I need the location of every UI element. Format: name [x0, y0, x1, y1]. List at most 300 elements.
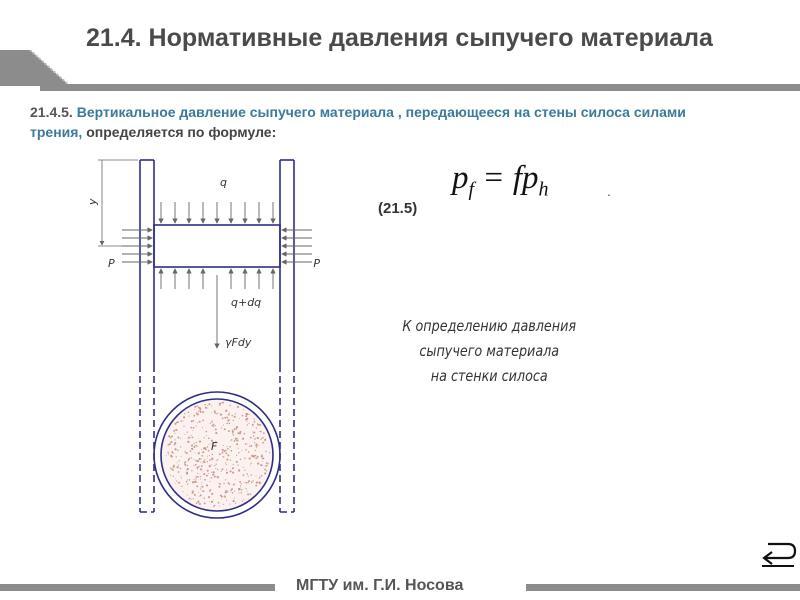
fill-dot: [193, 427, 195, 429]
fill-dot: [189, 479, 191, 481]
formula-rhs-sub: h: [538, 178, 549, 201]
fill-dot: [170, 475, 171, 476]
fill-dot: [237, 464, 238, 465]
fill-dot: [243, 474, 245, 476]
fill-dot: [233, 500, 235, 502]
fill-dot: [179, 460, 180, 461]
fill-dot: [202, 463, 203, 464]
fill-dot: [202, 411, 204, 413]
fill-dot: [259, 424, 261, 426]
fill-dot: [249, 414, 250, 415]
fill-dot: [219, 413, 220, 414]
fill-dot: [175, 483, 176, 484]
fill-dot: [190, 457, 191, 458]
fill-dot: [175, 429, 177, 431]
fill-dot: [236, 455, 237, 456]
fill-dot: [197, 460, 199, 462]
fill-dot: [229, 504, 230, 505]
page-title: 21.4. Нормативные давления сыпучего материала: [86, 24, 713, 52]
fill-dot: [236, 440, 237, 441]
fill-dot: [191, 470, 192, 471]
footer-text: МГТУ им. Г.И. Носова: [296, 577, 464, 594]
fill-dot: [229, 483, 231, 485]
fill-dot: [175, 479, 176, 480]
paragraph-plain-text: определяется по формуле:: [86, 124, 277, 140]
fill-dot: [223, 483, 224, 484]
fill-dot: [247, 482, 248, 483]
fill-dot: [194, 494, 196, 496]
fill-dot: [213, 426, 214, 427]
fill-dot: [246, 489, 247, 490]
fill-dot: [215, 468, 216, 469]
fill-dot: [257, 456, 259, 458]
fill-dot: [241, 489, 243, 491]
fill-dot: [196, 467, 198, 469]
fill-dot: [247, 424, 248, 425]
fill-dot: [203, 457, 204, 458]
fill-dot: [181, 456, 182, 457]
fill-dot: [195, 452, 196, 453]
fill-dot: [187, 468, 189, 470]
fill-dot: [211, 472, 212, 473]
fill-dot: [202, 486, 204, 488]
fill-dot: [246, 413, 248, 415]
fill-dot: [171, 456, 173, 458]
fill-dot: [266, 470, 267, 471]
fill-dot: [232, 472, 234, 474]
p-arrows: [122, 230, 312, 262]
fill-dot: [198, 466, 200, 468]
fill-dot: [172, 469, 174, 471]
fill-dot: [211, 493, 213, 495]
fill-dot: [184, 464, 186, 466]
fill-dot: [196, 502, 198, 504]
fill-dot: [248, 480, 250, 482]
fill-dot: [263, 432, 265, 434]
fill-dot: [238, 470, 240, 472]
fill-dot: [201, 465, 203, 467]
fill-dot: [259, 477, 260, 478]
fill-dot: [257, 423, 259, 425]
fill-dot: [266, 462, 268, 464]
fill-dot: [258, 482, 259, 483]
fill-dot: [246, 473, 247, 474]
fill-dot: [207, 461, 208, 462]
fill-dot: [225, 462, 226, 463]
fill-dot: [210, 423, 211, 424]
fill-dot: [196, 405, 198, 407]
fill-dot: [188, 460, 189, 461]
fill-dot: [200, 488, 201, 489]
fill-dot: [247, 494, 249, 496]
fill-dot: [198, 438, 199, 439]
fill-dot: [243, 499, 244, 500]
fill-dot: [198, 411, 199, 412]
fill-dot: [188, 458, 190, 460]
fill-dot: [206, 484, 208, 486]
label-p-right: P: [313, 257, 320, 270]
fill-dot: [254, 418, 255, 419]
fill-dot: [213, 424, 215, 426]
fill-dot: [233, 420, 234, 421]
fill-dot: [225, 450, 226, 451]
fill-dot: [193, 498, 194, 499]
fill-dot: [191, 420, 193, 422]
fill-dot: [177, 462, 178, 463]
fill-dot: [197, 469, 198, 470]
fill-dot: [170, 468, 171, 469]
fill-dot: [251, 481, 253, 483]
fill-dot: [219, 403, 221, 405]
fill-dot: [231, 488, 233, 490]
fill-dot: [174, 423, 176, 425]
fill-dot: [204, 461, 206, 463]
fill-dot: [211, 477, 213, 479]
fill-dot: [253, 431, 255, 433]
fill-dot: [255, 450, 256, 451]
fill-dot: [235, 502, 236, 503]
fill-dot: [197, 422, 198, 423]
fill-dot: [217, 459, 218, 460]
fill-dot: [209, 455, 210, 456]
fill-dot: [201, 449, 202, 450]
fill-dot: [198, 453, 200, 455]
footer-bar-left: [0, 584, 275, 591]
fill-dot: [211, 420, 212, 421]
fill-dot: [218, 502, 220, 504]
fill-dot: [248, 423, 249, 424]
fill-dot: [200, 494, 202, 496]
fill-dot: [197, 473, 198, 474]
fill-dot: [198, 407, 200, 409]
fill-dot: [204, 479, 206, 481]
fill-dot: [244, 469, 245, 470]
fill-dot: [235, 413, 236, 414]
fill-dot: [251, 445, 253, 447]
fill-dot: [189, 498, 191, 500]
fill-dot: [184, 451, 185, 452]
fill-dot: [214, 476, 216, 478]
fill-dot: [174, 439, 175, 440]
fill-dot: [243, 467, 244, 468]
fill-dot: [210, 481, 211, 482]
fill-dot: [173, 465, 175, 467]
fill-dot: [191, 436, 193, 438]
fill-dot: [170, 437, 172, 439]
fill-dot: [188, 412, 190, 414]
fill-dot: [260, 438, 262, 440]
fill-dot: [227, 446, 228, 447]
fill-dot: [200, 476, 201, 477]
fill-dot: [206, 475, 208, 477]
fill-dot: [201, 487, 202, 488]
fill-dot: [222, 456, 223, 457]
fill-dot: [177, 449, 178, 450]
fill-dot: [197, 476, 199, 478]
fill-dot: [195, 460, 197, 462]
fill-dot: [177, 437, 179, 439]
fill-dot: [231, 415, 233, 417]
fill-dot: [228, 430, 230, 432]
fill-dot: [220, 414, 222, 416]
fill-dot: [238, 492, 239, 493]
fill-dot: [177, 450, 178, 451]
fill-dot: [223, 425, 224, 426]
fill-dot: [250, 465, 251, 466]
fill-dot: [236, 426, 238, 428]
fill-dot: [199, 421, 201, 423]
fill-dot: [229, 446, 231, 448]
fill-dot: [183, 421, 184, 422]
fill-dot: [202, 451, 204, 453]
fill-dot: [252, 424, 254, 426]
fill-dot: [222, 452, 224, 454]
fill-dot: [253, 426, 254, 427]
label-p-left: P: [108, 257, 115, 270]
caption-line-1: К определению давления: [402, 317, 577, 335]
fill-dot: [203, 497, 205, 499]
fill-dot: [209, 459, 211, 461]
fill-dot: [216, 413, 218, 415]
fill-dot: [168, 436, 169, 437]
fill-dot: [190, 427, 192, 429]
fill-dot: [259, 483, 260, 484]
fill-dot: [187, 484, 188, 485]
fill-dot: [214, 465, 215, 466]
fill-dot: [255, 455, 256, 456]
fill-dot: [247, 421, 248, 422]
fill-dot: [216, 476, 217, 477]
fill-dot: [227, 454, 229, 456]
fill-dot: [213, 506, 214, 507]
fill-dot: [269, 452, 270, 453]
fill-dot: [257, 463, 259, 465]
fill-dot: [191, 448, 193, 450]
fill-dot: [239, 481, 241, 483]
fill-dot: [208, 450, 210, 452]
fill-dot: [200, 462, 201, 463]
fill-dot: [248, 476, 249, 477]
fill-dot: [245, 443, 247, 445]
fill-dot: [237, 406, 239, 408]
fill-dot: [234, 491, 235, 492]
fill-dot: [247, 418, 249, 420]
fill-dot: [240, 492, 241, 493]
caption-line-2: сыпучего материала: [419, 342, 560, 360]
silo-section-inner: [161, 399, 273, 511]
formula-trailing-dot: .: [607, 183, 611, 199]
fill-dot: [203, 473, 205, 475]
fill-dot: [254, 421, 256, 423]
fill-dot: [196, 482, 197, 483]
fill-dot: [235, 479, 236, 480]
fill-dot: [257, 437, 259, 439]
fill-dot: [264, 469, 266, 471]
fill-dot: [249, 458, 251, 460]
fill-dot: [223, 504, 224, 505]
fill-dot: [196, 445, 198, 447]
fill-dot: [250, 437, 252, 439]
fill-dot: [174, 448, 176, 450]
fill-dot: [215, 428, 217, 430]
fill-dot: [193, 459, 194, 460]
fill-dot: [224, 417, 226, 419]
fill-dot: [209, 403, 211, 405]
fill-dot: [250, 494, 251, 495]
fill-dot: [222, 418, 224, 420]
fill-dot: [176, 480, 177, 481]
fill-dot: [211, 501, 213, 503]
fill-dot: [213, 500, 214, 501]
fill-dot: [236, 428, 237, 429]
fill-dot: [180, 476, 181, 477]
fill-dot: [259, 431, 260, 432]
fill-dot: [199, 458, 201, 460]
fill-dot: [242, 415, 244, 417]
fill-dot: [245, 415, 247, 417]
fill-dot: [195, 464, 197, 466]
fill-dot: [213, 471, 215, 473]
fill-dot: [213, 474, 214, 475]
fill-dot: [208, 444, 209, 445]
fill-dot: [244, 433, 246, 435]
fill-dot: [193, 465, 194, 466]
fill-dot: [217, 469, 218, 470]
fill-dot: [192, 491, 193, 492]
fill-dot: [244, 482, 245, 483]
fill-dot: [193, 481, 195, 483]
fill-dot: [252, 431, 253, 432]
fill-dot: [180, 438, 181, 439]
fill-dot: [256, 427, 257, 428]
fill-dot: [249, 445, 250, 446]
fill-dot: [184, 462, 185, 463]
fill-dot: [192, 430, 193, 431]
fill-dot: [229, 412, 230, 413]
formula-equals: =: [482, 160, 505, 196]
fill-dot: [168, 453, 169, 454]
fill-dot: [233, 434, 235, 436]
fill-dot: [206, 435, 207, 436]
fill-dot: [178, 471, 180, 473]
fill-dot: [198, 492, 199, 493]
fill-dot: [219, 505, 220, 506]
fill-dot: [214, 505, 216, 507]
fill-dot: [201, 484, 202, 485]
fill-dot: [232, 492, 234, 494]
fill-dot: [226, 469, 227, 470]
fill-dot: [196, 425, 197, 426]
fill-dot: [180, 446, 181, 447]
fill-dot: [201, 482, 202, 483]
fill-dot: [234, 428, 236, 430]
fill-dot: [222, 449, 223, 450]
fill-dot: [195, 478, 196, 479]
fill-dot: [228, 414, 230, 416]
fill-dot: [255, 444, 257, 446]
fill-dot: [221, 427, 222, 428]
fill-dot: [187, 431, 188, 432]
fill-dot: [229, 423, 231, 425]
fill-dot: [253, 456, 255, 458]
fill-dot: [222, 468, 224, 470]
fill-dot: [212, 421, 213, 422]
fill-dot: [254, 442, 255, 443]
fill-dot: [181, 486, 182, 487]
fill-dot: [230, 450, 232, 452]
label-gamma-f-dy: γFdy: [225, 336, 252, 349]
fill-dot: [199, 496, 200, 497]
diagram-caption: [400, 314, 579, 389]
fill-dot: [208, 473, 209, 474]
fill-dot: [201, 458, 202, 459]
fill-dot: [209, 501, 210, 502]
paragraph: [30, 102, 730, 142]
fill-dot: [178, 464, 179, 465]
fill-dot: [208, 437, 210, 439]
fill-dot: [187, 465, 188, 466]
fill-dot: [238, 452, 239, 453]
fill-dot: [225, 479, 226, 480]
fill-dot: [187, 495, 188, 496]
fill-dot: [226, 423, 228, 425]
fill-dot: [180, 468, 181, 469]
fill-dot: [173, 430, 175, 432]
fill-dot: [171, 435, 173, 437]
fill-dot: [211, 405, 212, 406]
fill-dot: [242, 438, 244, 440]
fill-dot: [238, 448, 239, 449]
return-arrow-icon[interactable]: [758, 538, 798, 568]
fill-dot: [230, 440, 231, 441]
fill-dot: [234, 498, 235, 499]
fill-dot: [215, 432, 217, 434]
fill-dot: [211, 412, 212, 413]
fill-dot: [192, 490, 194, 492]
fill-dot: [176, 456, 177, 457]
fill-dot: [225, 490, 227, 492]
fill-dot: [184, 413, 185, 414]
label-f: F: [211, 440, 218, 453]
section-number: 21.4.5.: [30, 104, 73, 120]
fill-dot: [199, 503, 201, 505]
fill-dot: [214, 410, 215, 411]
fill-dot: [228, 419, 229, 420]
fill-dot: [178, 482, 180, 484]
fill-dot: [240, 485, 241, 486]
fill-dot: [197, 486, 198, 487]
fill-dot: [234, 416, 236, 418]
fill-dot: [241, 483, 242, 484]
fill-dot: [225, 452, 227, 454]
fill-dot: [193, 420, 195, 422]
fill-dot: [221, 496, 223, 498]
fill-dot: [195, 476, 197, 478]
fill-dot: [174, 442, 176, 444]
fill-dot: [181, 420, 183, 422]
fill-dot: [225, 410, 227, 412]
label-q-dq: q+dq: [231, 296, 262, 309]
fill-dot: [245, 482, 247, 484]
fill-dot: [200, 468, 202, 470]
fill-dot: [193, 479, 194, 480]
fill-dot: [219, 486, 221, 488]
fill-dot: [240, 486, 241, 487]
fill-dot: [241, 450, 242, 451]
fill-dot: [256, 447, 257, 448]
fill-dot: [204, 437, 205, 438]
fill-dot: [239, 418, 240, 419]
